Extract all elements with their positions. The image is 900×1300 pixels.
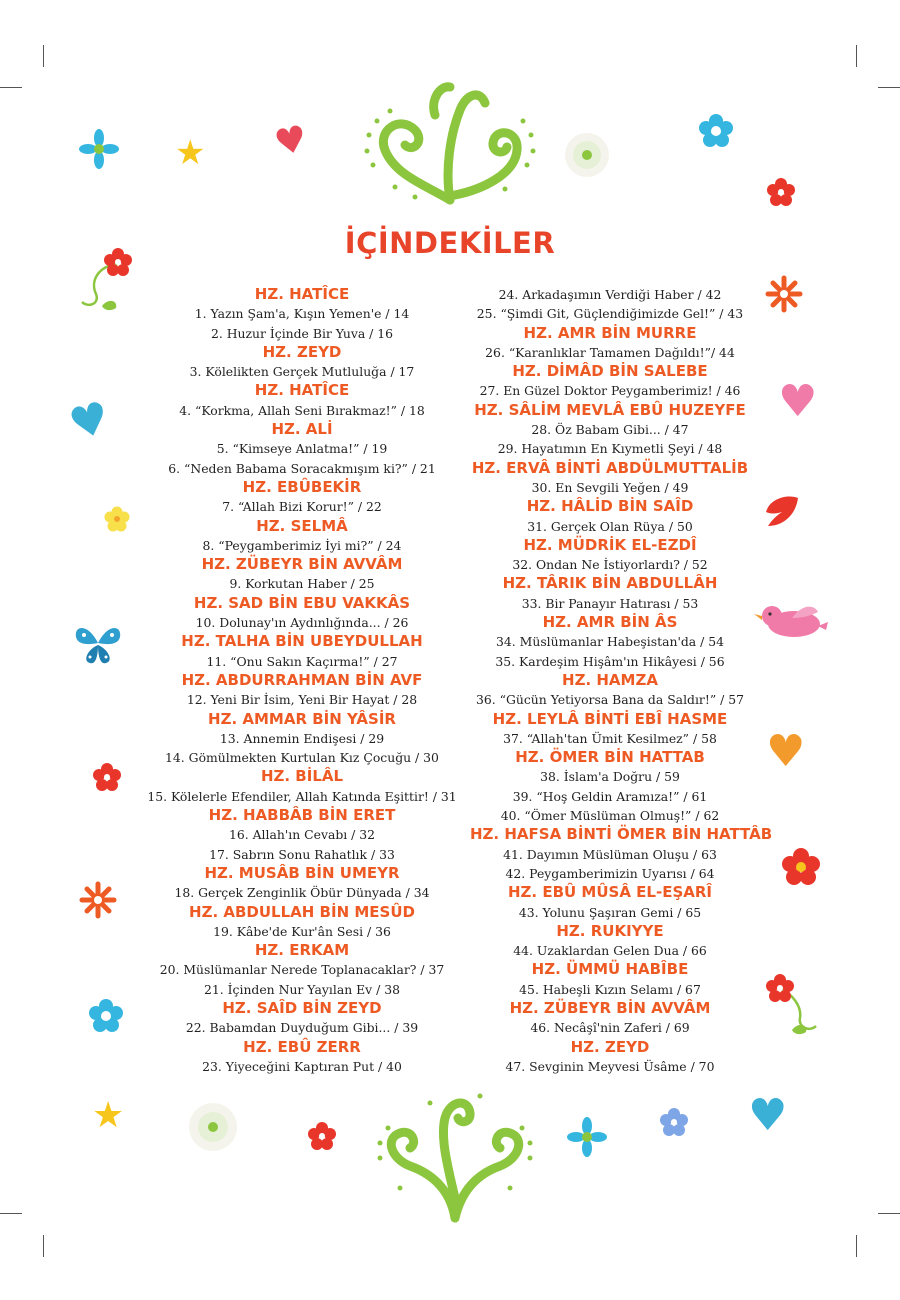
toc-section-heading: HZ. HATÎCE xyxy=(254,285,350,303)
toc-story-entry: 47. Sevginin Meyvesi Üsâme / 70 xyxy=(505,1058,715,1074)
toc-story-entry: 40. “Ömer Müslüman Olmuş!” / 62 xyxy=(500,808,720,824)
toc-story-entry: 34. Müslümanlar Habeşistan'da / 54 xyxy=(496,634,724,650)
toc-story-entry: 20. Müslümanlar Nerede Toplanacaklar? / 37 xyxy=(159,962,445,978)
toc-story-entry: 16. Allah'ın Cevabı / 32 xyxy=(228,827,376,843)
toc-section-heading: HZ. ERKAM xyxy=(254,941,350,960)
toc-section-heading: HZ. SÂLİM MEVLÂ EBÛ HUZEYFE xyxy=(474,400,746,419)
toc-section-heading: HZ. ABDULLAH BİN MESÛD xyxy=(189,902,415,921)
heart-icon: ♥ xyxy=(766,726,806,777)
toc-section-heading: HZ. SAD BİN EBU VAKKÂS xyxy=(193,593,411,612)
page-title: İÇİNDEKİLER xyxy=(344,226,556,260)
toc-section-heading: HZ. BİLÂL xyxy=(260,767,344,786)
toc-story-entry: 12. Yeni Bir İsim, Yeni Bir Hayat / 28 xyxy=(186,692,418,708)
toc-story-entry: 5. “Kimseye Anlatma!” / 19 xyxy=(216,441,388,457)
heart-icon: ♥ xyxy=(778,376,818,427)
toc-story-entry: 18. Gerçek Zenginlik Öbür Dünyada / 34 xyxy=(174,885,430,901)
toc-story-entry: 27. En Güzel Doktor Peygamberimiz! / 46 xyxy=(479,383,741,399)
butterfly-icon xyxy=(70,615,126,671)
toc-section-heading: HZ. LEYLÂ BİNTİ EBÎ HASME xyxy=(492,709,728,728)
toc-story-entry: 33. Bir Panayır Hatırası / 53 xyxy=(521,595,699,611)
toc-story-entry: 8. “Peygamberimiz İyi mi?” / 24 xyxy=(202,537,402,553)
leaf-icon xyxy=(762,492,802,532)
flower-icon xyxy=(78,128,120,170)
crop-mark xyxy=(878,1213,900,1214)
flower-icon xyxy=(697,112,735,150)
toc-section-heading: HZ. ÖMER BİN HATTAB xyxy=(515,748,705,767)
toc-story-entry: 24. Arkadaşımın Verdiği Haber / 42 xyxy=(498,287,722,302)
heart-icon: ♥ xyxy=(748,1090,788,1141)
toc-story-entry: 41. Dayımın Müslüman Oluşu / 63 xyxy=(503,846,717,862)
heart-icon: ♥ xyxy=(63,391,116,452)
flower-icon xyxy=(780,846,822,888)
flower-icon xyxy=(186,1100,240,1154)
star-icon: ★ xyxy=(92,1095,125,1136)
flower-icon xyxy=(90,760,124,794)
toc-story-entry: 4. “Korkma, Allah Seni Bırakmaz!” / 18 xyxy=(179,402,425,418)
toc-story-entry: 28. Öz Babam Gibi... / 47 xyxy=(531,422,689,438)
toc-section-heading: HZ. AMR BİN ÂS xyxy=(542,613,678,632)
crop-mark xyxy=(0,1213,22,1214)
crop-mark xyxy=(0,87,22,88)
crop-mark xyxy=(43,45,44,67)
toc-section-heading: HZ. TÂRIK BİN ABDULLÂH xyxy=(502,574,718,593)
toc-story-entry: 30. En Sevgili Yeğen / 49 xyxy=(531,479,689,495)
toc-story-entry: 37. “Allah'tan Ümit Kesilmez” / 58 xyxy=(503,730,717,746)
toc-story-entry: 25. “Şimdi Git, Güçlendiğimizde Gel!” / 43 xyxy=(476,306,744,322)
toc-story-entry: 39. “Hoş Geldin Aramıza!” / 61 xyxy=(512,788,708,804)
toc-story-entry: 6. “Neden Babama Soracakmışım ki?” / 21 xyxy=(168,460,436,476)
toc-story-entry: 46. Necâşî'nin Zaferi / 69 xyxy=(530,1020,690,1036)
toc-section-heading: HZ. EBÛ MÛSÂ EL-EŞARÎ xyxy=(508,883,712,902)
toc-section-heading: HZ. ABDURRAHMAN BİN AVF xyxy=(181,670,423,689)
toc-story-entry: 38. İslam'a Doğru / 59 xyxy=(540,769,680,785)
toc-story-entry: 35. Kardeşim Hişâm'ın Hikâyesi / 56 xyxy=(495,653,725,669)
toc-story-entry: 19. Kâbe'de Kur'ân Sesi / 36 xyxy=(213,923,391,939)
toc-section-heading: HZ. HABBÂB BİN ERET xyxy=(208,806,396,825)
toc-section-heading: HZ. MÜDRİK EL-EZDÎ xyxy=(523,535,697,554)
toc-story-entry: 32. Ondan Ne İstiyorlardı? / 52 xyxy=(512,557,708,573)
toc-story-entry: 17. Sabrın Sonu Rahatlık / 33 xyxy=(209,846,395,862)
toc-story-entry: 15. Kölelerle Efendiler, Allah Katında Eşittir! / 31 xyxy=(147,788,457,804)
toc-story-entry: 44. Uzaklardan Gelen Dua / 66 xyxy=(513,943,707,959)
flower-icon xyxy=(306,1120,338,1152)
toc-left-column xyxy=(137,285,467,1076)
toc-section-heading: HZ. ALİ xyxy=(271,420,333,439)
toc-section-heading: HZ. AMMAR BİN YÂSİR xyxy=(208,709,396,728)
crop-mark xyxy=(43,1235,44,1257)
toc-story-entry: 45. Habeşli Kızın Selamı / 67 xyxy=(519,981,701,997)
toc-section-heading: HZ. ZEYD xyxy=(570,1037,650,1056)
toc-story-entry: 3. Kölelikten Gerçek Mutluluğa / 17 xyxy=(189,364,415,380)
toc-story-entry: 1. Yazın Şam'a, Kışın Yemen'e / 14 xyxy=(194,306,410,322)
toc-story-entry: 36. “Gücün Yetiyorsa Bana da Saldır!” / 57 xyxy=(476,692,744,708)
flower-icon xyxy=(764,274,804,314)
toc-story-entry: 14. Gömülmekten Kurtulan Kız Çocuğu / 30 xyxy=(165,750,439,766)
toc-story-entry: 9. Korkutan Haber / 25 xyxy=(229,576,375,592)
toc-section-heading: HZ. HATÎCE xyxy=(254,381,350,400)
toc-story-entry: 2. Huzur İçinde Bir Yuva / 16 xyxy=(210,325,394,341)
toc-section-heading: HZ. EBÛ ZERR xyxy=(243,1037,361,1056)
flower-icon xyxy=(562,130,612,180)
flower-icon xyxy=(566,1116,608,1158)
toc-section-heading: HZ. HAMZA xyxy=(562,670,658,689)
crop-mark xyxy=(856,1235,857,1257)
toc-story-entry: 26. “Karanlıklar Tamamen Dağıldı!”/ 44 xyxy=(485,344,735,360)
crop-mark xyxy=(878,87,900,88)
toc-section-heading: HZ. MUSÂB BİN UMEYR xyxy=(204,863,400,882)
toc-right-column xyxy=(470,285,773,1076)
toc-story-entry: 11. “Onu Sakın Kaçırma!” / 27 xyxy=(206,653,398,669)
toc-section-heading: HZ. EBÛBEKİR xyxy=(242,477,362,496)
toc-story-entry: 13. Annemin Endişesi / 29 xyxy=(219,730,385,746)
flower-icon xyxy=(86,996,126,1036)
flower-icon xyxy=(102,504,132,534)
flower-icon xyxy=(78,880,118,920)
toc-section-heading: HZ. ÜMMÜ HABÎBE xyxy=(531,960,689,979)
toc-section-heading: HZ. TALHA BİN UBEYDULLAH xyxy=(181,632,423,651)
toc-story-entry: 22. Babamdan Duyduğum Gibi... / 39 xyxy=(185,1020,419,1036)
toc-story-entry: 31. Gerçek Olan Rüya / 50 xyxy=(527,518,693,534)
heart-icon: ♥ xyxy=(270,118,312,165)
toc-story-entry: 10. Dolunay'ın Aydınlığında... / 26 xyxy=(195,615,409,631)
toc-story-entry: 23. Yiyeceğini Kaptıran Put / 40 xyxy=(202,1058,402,1074)
toc-section-heading: HZ. HAFSA BİNTİ ÖMER BİN HATTÂB xyxy=(470,825,773,844)
toc-section-heading: HZ. HÂLİD BİN SAÎD xyxy=(526,497,694,516)
toc-section-heading: HZ. AMR BİN MURRE xyxy=(523,323,697,342)
toc-section-heading: HZ. ZÜBEYR BİN AVVÂM xyxy=(509,998,711,1017)
flower-icon xyxy=(765,176,797,208)
toc-story-entry: 42. Peygamberimizin Uyarısı / 64 xyxy=(505,865,715,881)
toc-section-heading: HZ. RUKIYYE xyxy=(556,921,664,940)
toc-story-entry: 21. İçinden Nur Yayılan Ev / 38 xyxy=(204,981,400,997)
bird-icon xyxy=(752,598,828,644)
toc-section-heading: HZ. SELMÂ xyxy=(256,516,348,535)
toc-section-heading: HZ. ZÜBEYR BİN AVVÂM xyxy=(201,555,403,574)
toc-story-entry: 29. Hayatımın En Kıymetli Şeyi / 48 xyxy=(497,441,723,457)
crop-mark xyxy=(856,45,857,67)
toc-section-heading: HZ. SAÎD BİN ZEYD xyxy=(222,998,382,1017)
star-icon: ★ xyxy=(175,133,206,173)
swirl-top-icon xyxy=(355,75,545,205)
toc-story-entry: 7. “Allah Bizi Korur!” / 22 xyxy=(222,499,382,515)
flower-icon xyxy=(658,1106,690,1138)
toc-section-heading: HZ. ZEYD xyxy=(262,342,342,361)
toc-section-heading: HZ. DİMÂD BİN SALEBE xyxy=(512,362,708,381)
toc-section-heading: HZ. ERVÂ BİNTİ ABDÜLMUTTALİB xyxy=(471,458,749,477)
flower-icon xyxy=(762,970,822,1040)
toc-story-entry: 43. Yolunu Şaşıran Gemi / 65 xyxy=(518,904,702,920)
swirl-bottom-icon xyxy=(370,1088,540,1223)
